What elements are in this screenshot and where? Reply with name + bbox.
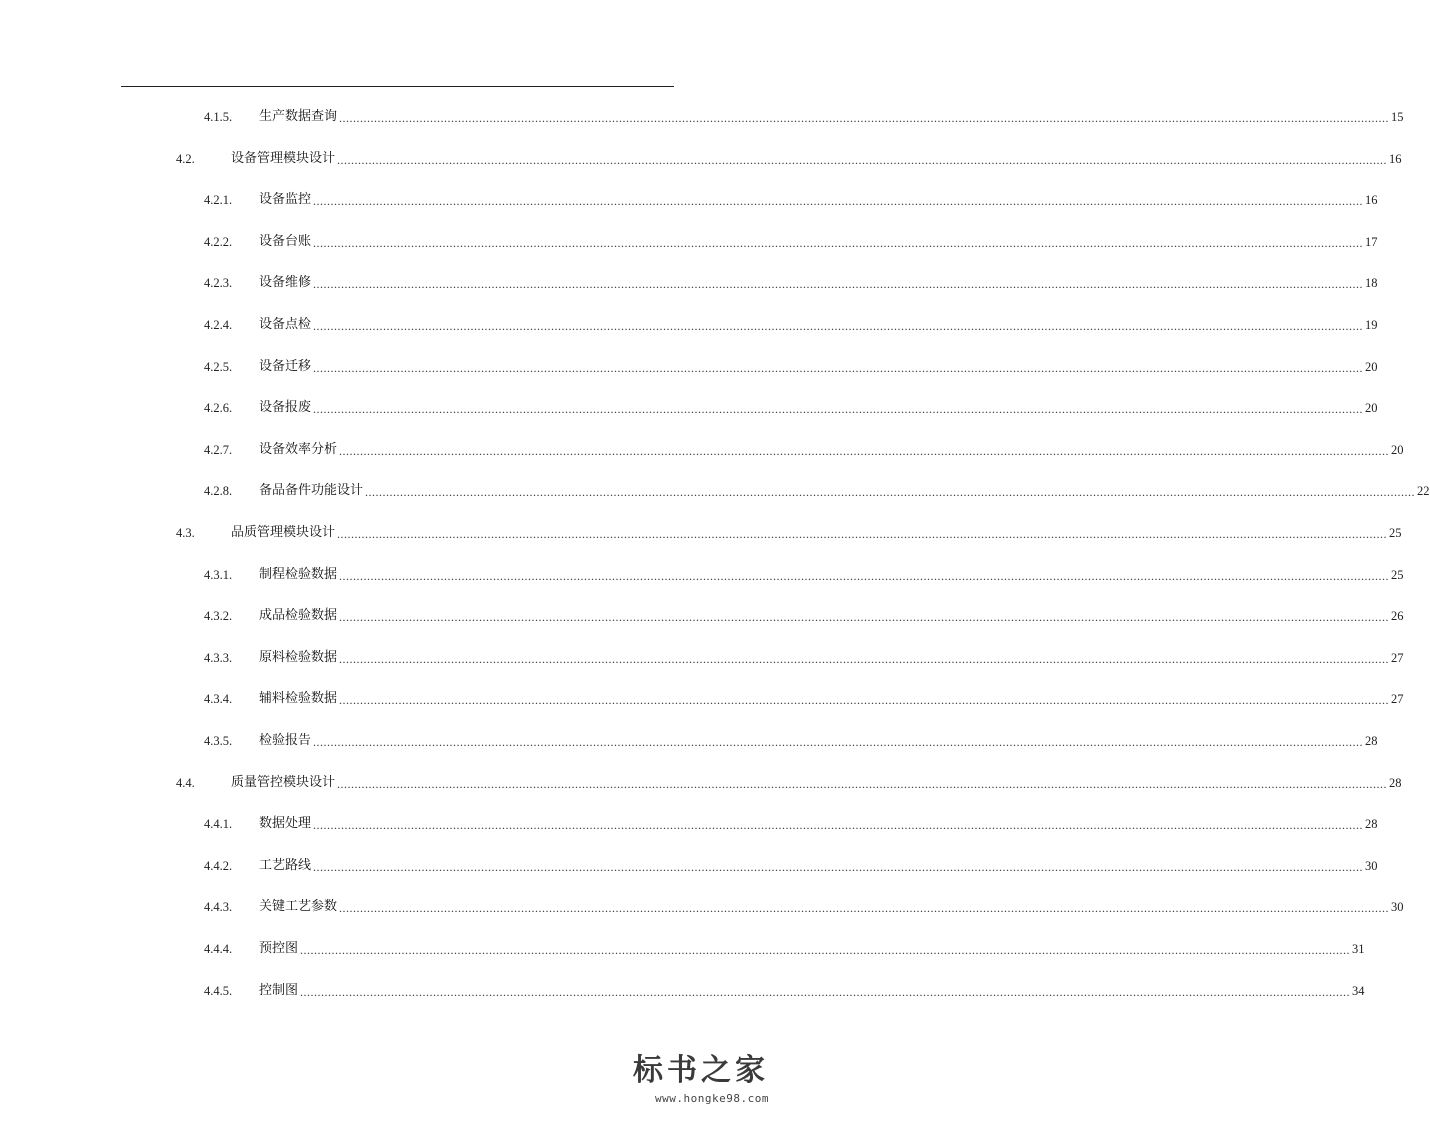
toc-dot-leader: ............................................................................................................................................................................................................................................................................................................ <box>337 776 1388 791</box>
toc-entry-number: 4.4. <box>176 775 195 790</box>
toc-entry-title: 工艺路线 <box>259 857 312 873</box>
toc-entry-line <box>259 356 1378 378</box>
toc-dot-leader: ............................................................................................................................................................................................................................................................................................................ <box>313 818 1364 833</box>
toc-entry-line <box>259 314 1378 336</box>
toc-entry-title: 设备台账 <box>259 233 312 249</box>
toc-entry-number: 4.4.4. <box>204 942 233 956</box>
toc-entry-line <box>259 813 1378 835</box>
toc-dot-leader: ............................................................................................................................................................................................................................................................................................................ <box>313 235 1364 250</box>
toc-dot-leader: ............................................................................................................................................................................................................................................................................................................ <box>313 402 1364 417</box>
toc-entry-title: 设备报废 <box>259 400 312 416</box>
toc-entry-number: 4.2.3. <box>204 276 233 291</box>
toc-entry[interactable] <box>0 148 1402 170</box>
toc-entry-line <box>259 231 1378 253</box>
toc-entry-title: 备品备件功能设计 <box>259 483 364 499</box>
toc-entry-title: 设备迁移 <box>259 358 312 374</box>
toc-entry[interactable] <box>0 647 1404 669</box>
toc-dot-leader: ............................................................................................................................................................................................................................................................................................................ <box>339 693 1390 708</box>
toc-entry[interactable] <box>0 314 1378 336</box>
watermark-url: www.hongke98.com <box>655 1092 769 1105</box>
toc-entry[interactable] <box>0 439 1404 461</box>
toc-entry-page: 28 <box>1365 734 1378 748</box>
toc-entry[interactable] <box>0 855 1378 877</box>
toc-dot-leader: ............................................................................................................................................................................................................................................................................................................ <box>337 527 1388 541</box>
toc-entry-line <box>259 106 1404 128</box>
toc-entry[interactable] <box>0 522 1402 544</box>
toc-dot-leader: ............................................................................................................................................................................................................................................................................................................ <box>313 194 1364 209</box>
toc-entry-line <box>259 439 1404 461</box>
toc-entry-number: 4.1.5. <box>204 110 233 124</box>
toc-entry[interactable] <box>0 688 1404 710</box>
toc-entry-number: 4.4.2. <box>204 858 233 873</box>
toc-dot-leader: ............................................................................................................................................................................................................................................................................................................ <box>313 859 1364 874</box>
toc-entry-line <box>259 980 1365 1002</box>
toc-entry[interactable] <box>0 730 1378 752</box>
toc-dot-leader: ............................................................................................................................................................................................................................................................................................................ <box>300 943 1351 957</box>
toc-entry-title: 成品检验数据 <box>259 608 338 624</box>
toc-dot-leader: ............................................................................................................................................................................................................................................................................................................ <box>300 984 1351 999</box>
toc-entry-number: 4.2.4. <box>204 318 233 332</box>
toc-dot-leader: ............................................................................................................................................................................................................................................................................................................ <box>339 901 1390 916</box>
toc-entry-page: 27 <box>1391 650 1404 665</box>
toc-entry-page: 30 <box>1391 900 1404 915</box>
toc-entry[interactable] <box>0 272 1378 294</box>
toc-entry-title: 辅料检验数据 <box>259 691 338 707</box>
toc-entry-page: 28 <box>1365 817 1378 832</box>
toc-dot-leader: ............................................................................................................................................................................................................................................................................................................ <box>339 568 1390 583</box>
toc-entry[interactable] <box>0 356 1378 378</box>
toc-entry-line <box>259 896 1404 918</box>
toc-entry-line <box>259 605 1404 627</box>
toc-entry-line <box>231 522 1402 544</box>
toc-entry-title: 品质管理模块设计 <box>231 525 336 540</box>
toc-entry[interactable] <box>0 397 1378 419</box>
toc-entry[interactable] <box>0 980 1365 1002</box>
toc-entry-page: 16 <box>1365 193 1378 208</box>
toc-entry-line <box>231 772 1402 794</box>
toc-entry-line <box>259 397 1378 419</box>
toc-entry-page: 22 <box>1417 484 1430 499</box>
toc-dot-leader: ............................................................................................................................................................................................................................................................................................................ <box>339 111 1390 125</box>
toc-entry-number: 4.4.5. <box>204 983 233 998</box>
toc-entry-page: 20 <box>1365 401 1378 416</box>
toc-entry-number: 4.3.3. <box>204 650 233 665</box>
toc-entry-number: 4.2. <box>176 151 195 166</box>
toc-entry-page: 27 <box>1391 692 1404 707</box>
toc-entry-number: 4.3. <box>176 526 195 540</box>
toc-dot-leader: ............................................................................................................................................................................................................................................................................................................ <box>313 277 1364 292</box>
toc-entry-title: 设备效率分析 <box>259 441 338 457</box>
toc-entry-line <box>259 564 1404 586</box>
toc-entry-title: 设备监控 <box>259 192 312 208</box>
toc-entry-title: 质量管控模块设计 <box>231 774 336 790</box>
watermark-name: 标书之家 <box>633 1053 769 1088</box>
toc-entry-line <box>259 189 1378 211</box>
toc-entry-number: 4.3.4. <box>204 692 233 707</box>
toc-entry-title: 设备管理模块设计 <box>231 150 336 166</box>
toc-entry-number: 4.2.1. <box>204 193 233 208</box>
toc-entry[interactable] <box>0 938 1365 960</box>
toc-entry-number: 4.4.3. <box>204 900 233 915</box>
toc-dot-leader: ............................................................................................................................................................................................................................................................................................................ <box>365 485 1416 500</box>
toc-entry-number: 4.3.1. <box>204 567 233 582</box>
toc-entry-title: 数据处理 <box>259 816 312 832</box>
toc-entry-page: 19 <box>1365 318 1378 332</box>
toc-entry-number: 4.2.2. <box>204 234 233 249</box>
toc-entry-title: 制程检验数据 <box>259 566 338 582</box>
toc-entry-title: 设备点检 <box>259 317 312 332</box>
toc-entry-page: 30 <box>1365 858 1378 873</box>
toc-entry-number: 4.2.8. <box>204 484 233 499</box>
toc-entry-line <box>259 272 1378 294</box>
toc-entry-page: 25 <box>1391 567 1404 582</box>
toc-entry-title: 原料检验数据 <box>259 649 338 665</box>
toc-entry[interactable] <box>0 772 1402 794</box>
toc-dot-leader: ............................................................................................................................................................................................................................................................................................................ <box>339 610 1390 625</box>
toc-entry-line <box>259 855 1378 877</box>
watermark-logo <box>633 1054 773 1110</box>
toc-entry-number: 4.2.7. <box>204 442 233 457</box>
toc-entry-title: 关键工艺参数 <box>259 899 338 915</box>
toc-dot-leader: ............................................................................................................................................................................................................................................................................................................ <box>313 319 1364 333</box>
toc-entry[interactable] <box>0 896 1404 918</box>
toc-entry-number: 4.2.5. <box>204 359 233 374</box>
toc-entry[interactable] <box>0 564 1404 586</box>
toc-entry-page: 20 <box>1391 442 1404 457</box>
toc-entry[interactable] <box>0 106 1404 128</box>
toc-entry-number: 4.2.6. <box>204 401 233 416</box>
toc-entry[interactable] <box>0 231 1378 253</box>
toc-entry-title: 设备维修 <box>259 275 312 291</box>
toc-entry-line <box>259 480 1430 502</box>
toc-entry-line <box>231 148 1402 170</box>
toc-entry-page: 28 <box>1389 775 1402 790</box>
toc-entry[interactable] <box>0 813 1378 835</box>
toc-entry[interactable] <box>0 605 1404 627</box>
toc-dot-leader: ............................................................................................................................................................................................................................................................................................................ <box>339 443 1390 458</box>
toc-dot-leader: ............................................................................................................................................................................................................................................................................................................ <box>337 152 1388 167</box>
toc-dot-leader: ............................................................................................................................................................................................................................................................................................................ <box>313 360 1364 375</box>
toc-entry-page: 26 <box>1391 609 1404 624</box>
toc-entry-title: 控制图 <box>259 982 299 998</box>
toc-dot-leader: ............................................................................................................................................................................................................................................................................................................ <box>339 651 1390 666</box>
toc-entry-page: 34 <box>1352 983 1365 998</box>
toc-entry-page: 20 <box>1365 359 1378 374</box>
toc-entry-line <box>259 938 1365 960</box>
toc-entry-number: 4.4.1. <box>204 817 233 832</box>
toc-entry[interactable] <box>0 189 1378 211</box>
toc-entry-line <box>259 647 1404 669</box>
toc-entry-line <box>259 730 1378 752</box>
toc-entry-page: 18 <box>1365 276 1378 291</box>
toc-entry-page: 25 <box>1389 526 1402 540</box>
toc-entry[interactable] <box>0 480 1430 502</box>
toc-entry-page: 16 <box>1389 151 1402 166</box>
toc-entry-number: 4.3.5. <box>204 734 233 748</box>
toc-entry-title: 预控图 <box>259 941 299 956</box>
toc-dot-leader: ............................................................................................................................................................................................................................................................................................................ <box>313 735 1364 749</box>
toc-entry-page: 17 <box>1365 234 1378 249</box>
toc-entry-line <box>259 688 1404 710</box>
toc-entry-title: 检验报告 <box>259 733 312 748</box>
toc-entry-title: 生产数据查询 <box>259 109 338 124</box>
toc-entry-page: 31 <box>1352 942 1365 956</box>
toc-entry-page: 15 <box>1391 110 1404 124</box>
toc-entry-number: 4.3.2. <box>204 609 233 624</box>
